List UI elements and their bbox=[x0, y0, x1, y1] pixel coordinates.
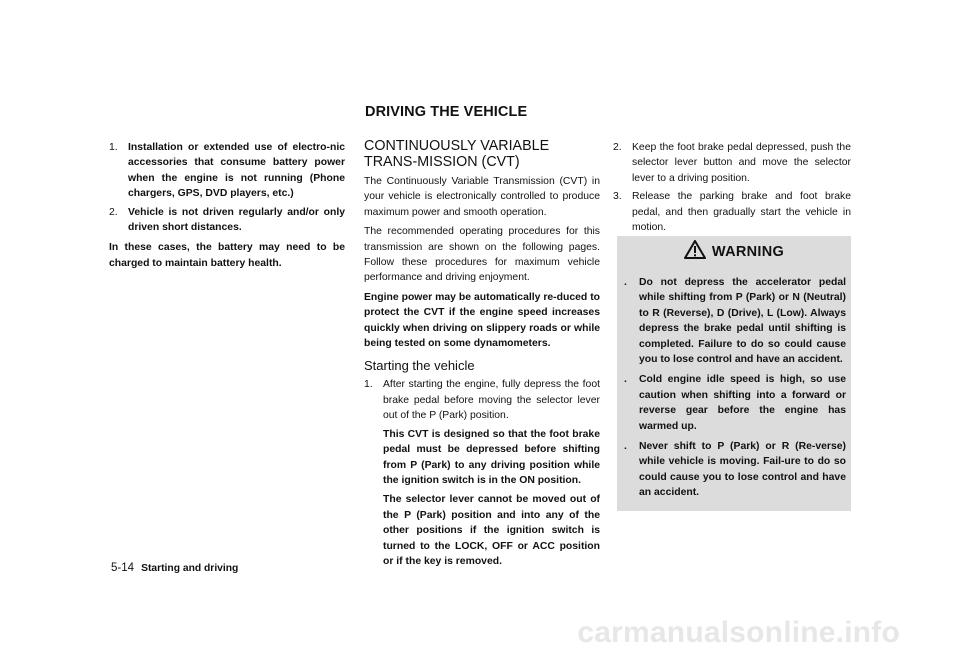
selector-note: The selector lever cannot be moved out of the P (Park) position and into any of the other positions if the ignition switch is turned to the LOCK, OFF or ACC position or if the key is removed. bbox=[383, 494, 600, 567]
list-number: 3. bbox=[613, 191, 622, 203]
list-item bbox=[364, 377, 600, 423]
warning-text: Never shift to P (Park) or R (Re-verse) while vehicle is moving. Fail-ure to do so could cause you to lose control and have an accident. bbox=[639, 441, 846, 499]
page-header: DRIVING THE VEHICLE bbox=[365, 104, 528, 120]
column-middle bbox=[364, 139, 600, 575]
section-name: Starting and driving bbox=[141, 563, 239, 574]
bullet: . bbox=[624, 374, 627, 386]
bullet: . bbox=[624, 441, 627, 453]
paragraph: The Continuously Variable Transmission (CVT) in your vehicle is electronically controlled to produce maximum power and smooth operation. bbox=[364, 176, 600, 218]
list-text: Vehicle is not driven regularly and/or only driven short distances. bbox=[128, 206, 345, 234]
warning-triangle-icon bbox=[684, 240, 706, 264]
list-number: 1. bbox=[364, 379, 373, 391]
page-number: 5-14 bbox=[111, 562, 135, 574]
list-item bbox=[613, 140, 851, 186]
list-item bbox=[109, 140, 345, 202]
column-left bbox=[109, 140, 345, 277]
list-text: Release the parking brake and foot brake pedal, and then gradually start the vehicle in motion. bbox=[632, 191, 851, 234]
list-text: Installation or extended use of electro-nic accessories that consume battery power when the engine is not running (Phone chargers, GPS, DVD players, etc.) bbox=[128, 142, 345, 200]
warning-item bbox=[624, 439, 846, 501]
list-item bbox=[109, 205, 345, 236]
column-right bbox=[613, 140, 851, 238]
engine-power-note: Engine power may be automatically re-duced to protect the CVT if the engine speed increases quickly when driving on slippery roads or while being tested on some dynamometers. bbox=[364, 291, 600, 350]
page-footer bbox=[111, 562, 238, 574]
subheading-starting-vehicle: Starting the vehicle bbox=[364, 358, 475, 374]
warning-header bbox=[617, 236, 851, 268]
list-number: 2. bbox=[613, 142, 622, 153]
watermark-text: carmanualsonline.info bbox=[577, 616, 900, 649]
warning-text: Cold engine idle speed is high, so use caution when shifting into a forward or reverse gear before the engine has warmed up. bbox=[639, 374, 846, 432]
cvt-note: This CVT is designed so that the foot brake pedal must be depressed before shifting from P (Park) to any driving position while the ignition switch is in the ON position. bbox=[383, 428, 600, 486]
warning-title: WARNING bbox=[711, 244, 785, 260]
paragraph: The recommended operating procedures for this transmission are shown on the following pages. Follow these procedures for maximum vehicle performance and driving enjoyment. bbox=[364, 226, 600, 284]
list-number: 1. bbox=[109, 142, 118, 153]
battery-note: In these cases, the battery may need to be charged to maintain battery health. bbox=[109, 242, 345, 269]
list-text: Keep the foot brake pedal depressed, push the selector lever button and move the selector lever to a driving position. bbox=[632, 142, 851, 184]
list-number: 2. bbox=[109, 206, 118, 218]
section-heading-cvt: CONTINUOUSLY VARIABLE TRANS-MISSION (CVT) bbox=[364, 138, 550, 170]
bullet: . bbox=[624, 277, 627, 288]
warning-text: Do not depress the accelerator pedal while shifting from P (Park) or N (Neutral) to R (Reverse), D (Drive), L (Low). Always depress the brake pedal until shifting is completed. Failure to do so could cause you to lose control and have an accident. bbox=[639, 277, 846, 366]
warning-item bbox=[624, 275, 846, 367]
list-item bbox=[613, 189, 851, 235]
warning-item bbox=[624, 372, 846, 434]
list-text: After starting the engine, fully depress the foot brake pedal before moving the selector lever out of the P (Park) position. bbox=[383, 379, 600, 422]
warning-list bbox=[624, 275, 846, 506]
